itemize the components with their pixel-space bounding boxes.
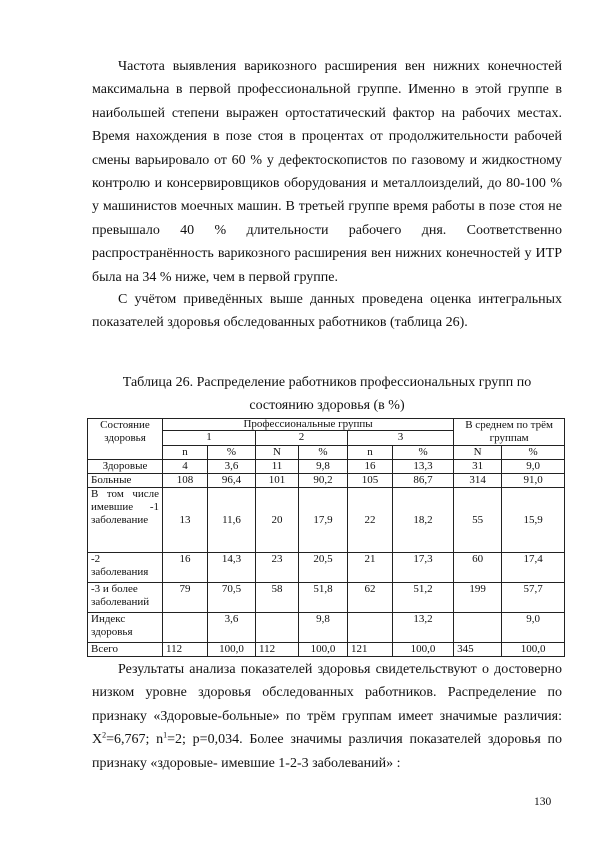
cell-value: 3,6 bbox=[208, 613, 256, 643]
row-label: Больные bbox=[88, 474, 163, 488]
text-line: смены варьировало от 60 % у дефектоскопистов по газовому и жидкостному bbox=[92, 152, 562, 168]
header-group-3: 3 bbox=[348, 431, 454, 446]
cell-value: 57,7 bbox=[502, 583, 565, 613]
text-line-formula bbox=[92, 728, 562, 751]
text-line: признаку «Здоровые-больные» по трём группам имеет значимые различия: bbox=[92, 708, 562, 724]
row-label: Здоровые bbox=[88, 460, 163, 474]
cell-value: 62 bbox=[348, 583, 393, 613]
page-number: 130 bbox=[534, 796, 552, 808]
text-line: распространённость варикозного расширения вен нижних конечностей у ИТР bbox=[92, 246, 562, 262]
cell-value: 112 bbox=[256, 643, 299, 657]
cell-value: 3,6 bbox=[208, 460, 256, 474]
cell-value: 51,8 bbox=[299, 583, 348, 613]
text-line: С учётом приведённых выше данных проведена оценка интегральных bbox=[118, 292, 562, 307]
cell-value: 112 bbox=[163, 643, 208, 657]
text-line: у машинистов моечных машин. В третьей группе время работы в позе стоя не bbox=[92, 199, 562, 215]
table-row bbox=[88, 643, 565, 657]
cell-value: 31 bbox=[454, 460, 502, 474]
paragraph-integral-assessment bbox=[92, 288, 562, 335]
cell-value: 60 bbox=[454, 553, 502, 583]
cell-value: 13,3 bbox=[393, 460, 454, 474]
table-row bbox=[88, 583, 565, 613]
table-row bbox=[88, 553, 565, 583]
text-line: показателей здоровья обследованных работников (таблица 26). bbox=[92, 315, 468, 331]
cell-value: 16 bbox=[163, 553, 208, 583]
formula-superscript: 1 bbox=[163, 730, 168, 740]
table-header-row bbox=[88, 419, 565, 431]
header-percent: % bbox=[208, 446, 256, 460]
cell-value: 18,2 bbox=[393, 488, 454, 553]
cell-value: 345 bbox=[454, 643, 502, 657]
header-n: N bbox=[454, 446, 502, 460]
cell-value: 100,0 bbox=[208, 643, 256, 657]
cell-value bbox=[163, 613, 208, 643]
header-prof-groups: Профессиональные группы bbox=[163, 419, 454, 431]
cell-value: 17,3 bbox=[393, 553, 454, 583]
cell-value: 9,8 bbox=[299, 613, 348, 643]
cell-value: 58 bbox=[256, 583, 299, 613]
cell-value: 100,0 bbox=[393, 643, 454, 657]
text-line: Время нахождения в позе стоя в процентах от продолжительности рабочей bbox=[92, 129, 562, 145]
row-label: Всего bbox=[88, 643, 163, 657]
cell-value: 100,0 bbox=[502, 643, 565, 657]
table-row bbox=[88, 613, 565, 643]
cell-value: 79 bbox=[163, 583, 208, 613]
cell-value: 108 bbox=[163, 474, 208, 488]
cell-value: 17,4 bbox=[502, 553, 565, 583]
cell-value: 21 bbox=[348, 553, 393, 583]
cell-value: 20 bbox=[256, 488, 299, 553]
header-group-1: 1 bbox=[163, 431, 256, 446]
cell-value: 314 bbox=[454, 474, 502, 488]
row-label: -3 и более заболеваний bbox=[88, 583, 163, 613]
cell-value: 9,0 bbox=[502, 613, 565, 643]
text-line: Частота выявления варикозного расширения вен нижних конечностей bbox=[118, 59, 562, 74]
header-n: n bbox=[348, 446, 393, 460]
table-row bbox=[88, 460, 565, 474]
cell-value bbox=[256, 613, 299, 643]
cell-value: 9,0 bbox=[502, 460, 565, 474]
cell-value: 96,4 bbox=[208, 474, 256, 488]
header-state: Состояние здоровья bbox=[88, 419, 163, 460]
text-line: была на 34 % ниже, чем в первой группе. bbox=[92, 269, 338, 285]
cell-value: 91,0 bbox=[502, 474, 565, 488]
text-line: контролю и консервировщиков оборудования и металлоизделий, до 80-100 % bbox=[92, 176, 562, 192]
cell-value: 86,7 bbox=[393, 474, 454, 488]
table-caption bbox=[92, 371, 562, 417]
header-group-2: 2 bbox=[256, 431, 348, 446]
formula-text: =2; p=0,034. Более значимы различия показателей здоровья по bbox=[167, 732, 562, 748]
cell-value bbox=[348, 613, 393, 643]
header-percent: % bbox=[393, 446, 454, 460]
cell-value: 199 bbox=[454, 583, 502, 613]
cell-value: 9,8 bbox=[299, 460, 348, 474]
cell-value: 13 bbox=[163, 488, 208, 553]
cell-value: 15,9 bbox=[502, 488, 565, 553]
cell-value: 4 bbox=[163, 460, 208, 474]
table-caption-line: состоянию здоровья (в %) bbox=[249, 398, 405, 413]
cell-value: 13,2 bbox=[393, 613, 454, 643]
text-line: максимальна в первой профессиональной группе. Именно в этой группе в bbox=[92, 82, 562, 98]
header-n: N bbox=[256, 446, 299, 460]
row-label: В том числе имевшие -1 заболевание bbox=[88, 488, 163, 553]
text-line: превышало 40 % длительности рабочего дня. Соответственно bbox=[92, 222, 562, 238]
cell-value: 90,2 bbox=[299, 474, 348, 488]
cell-value: 20,5 bbox=[299, 553, 348, 583]
formula-text: =6,767; n bbox=[106, 732, 164, 748]
cell-value: 105 bbox=[348, 474, 393, 488]
cell-value: 22 bbox=[348, 488, 393, 553]
table-row bbox=[88, 488, 565, 553]
formula-chi: Χ bbox=[92, 732, 103, 748]
cell-value: 55 bbox=[454, 488, 502, 553]
header-percent: % bbox=[299, 446, 348, 460]
cell-value: 16 bbox=[348, 460, 393, 474]
cell-value: 121 bbox=[348, 643, 393, 657]
row-label: Индекс здоровья bbox=[88, 613, 163, 643]
cell-value bbox=[454, 613, 502, 643]
paragraph-analysis-results bbox=[92, 658, 562, 775]
cell-value: 100,0 bbox=[299, 643, 348, 657]
text-line: признаку «здоровые- имевшие 1-2-3 заболеваний» : bbox=[92, 755, 401, 771]
table-caption-line: Таблица 26. Распределение работников профессиональных групп по bbox=[122, 375, 532, 390]
header-n: n bbox=[163, 446, 208, 460]
cell-value: 11 bbox=[256, 460, 299, 474]
cell-value: 23 bbox=[256, 553, 299, 583]
paragraph-varicose-frequency bbox=[92, 55, 562, 289]
cell-value: 17,9 bbox=[299, 488, 348, 553]
cell-value: 11,6 bbox=[208, 488, 256, 553]
health-distribution-table bbox=[87, 418, 565, 657]
cell-value: 70,5 bbox=[208, 583, 256, 613]
cell-value: 101 bbox=[256, 474, 299, 488]
table-row bbox=[88, 474, 565, 488]
formula-superscript: 2 bbox=[102, 730, 107, 740]
cell-value: 14,3 bbox=[208, 553, 256, 583]
text-line: наибольшей степени выражен ортостатический фактор на рабочих местах. bbox=[92, 105, 562, 121]
text-line: Результаты анализа показателей здоровья свидетельствуют о достоверно bbox=[118, 662, 562, 677]
header-average: В среднем по трём группам bbox=[454, 419, 565, 446]
text-line: низком уровне здоровья обследованных работников. Распределение по bbox=[92, 685, 562, 701]
header-percent: % bbox=[502, 446, 565, 460]
row-label: -2 заболевания bbox=[88, 553, 163, 583]
cell-value: 51,2 bbox=[393, 583, 454, 613]
